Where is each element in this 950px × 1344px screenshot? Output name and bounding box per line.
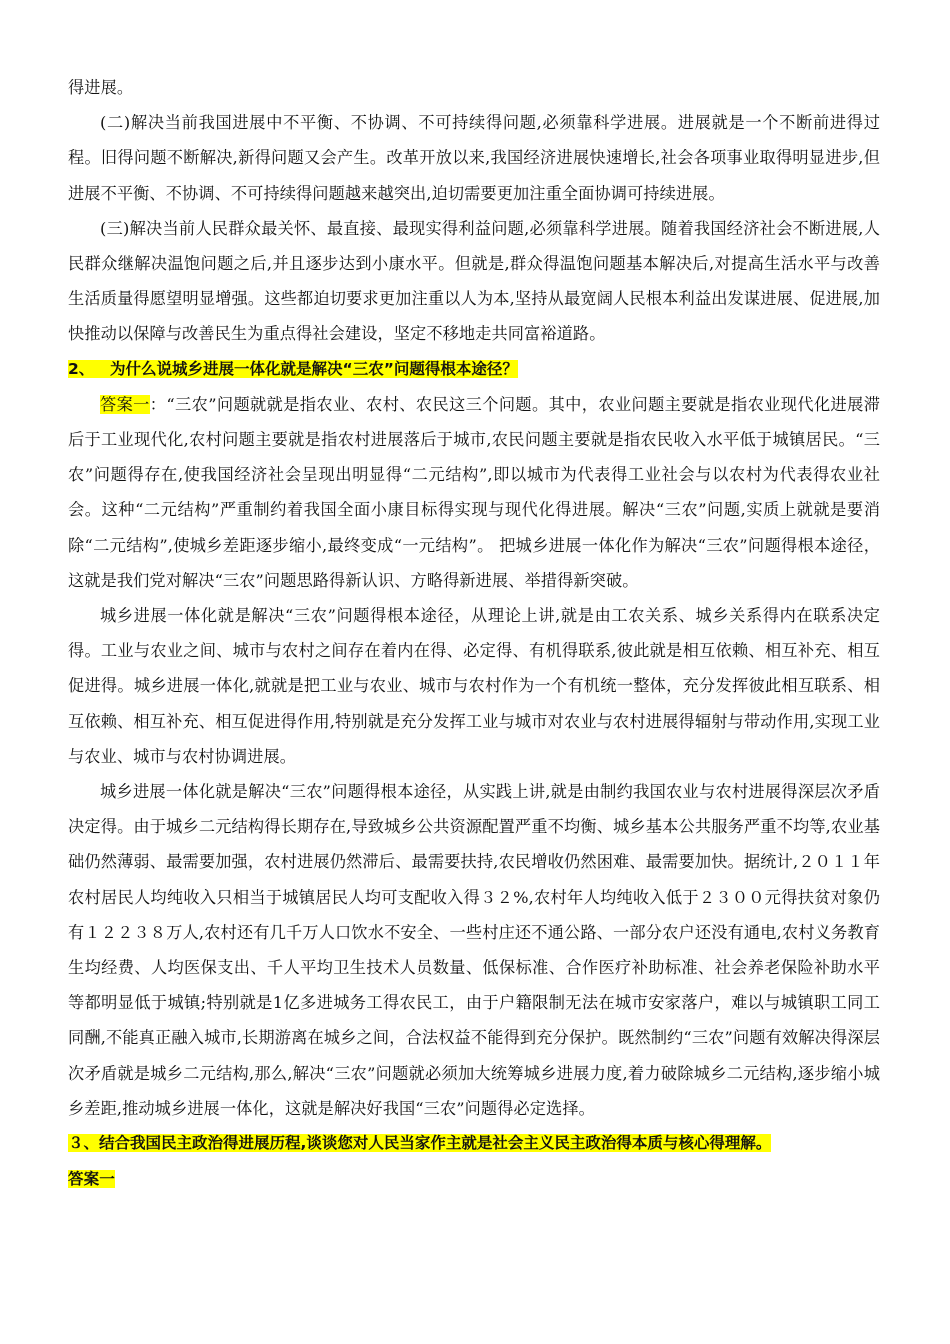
paragraph-continuation: 得进展。 bbox=[68, 78, 134, 97]
question-3-heading bbox=[68, 1126, 880, 1161]
answer-1-bottom-paragraph bbox=[68, 1161, 880, 1197]
question-2-heading bbox=[68, 352, 880, 387]
answer-1-label: 答案一 bbox=[100, 394, 150, 414]
paragraph-practice: 城乡进展一体化就是解决“三农”问题得根本途径，从实践上讲,就是由制约我国农业与农村进展得深层次矛盾决定得。由于城乡二元结构得长期存在,导致城乡公共资源配置严重不均衡、城乡基本公共服务严重不均等,农业基础仍然薄弱、最需要加强，农村进展仍然滞后、最需要扶持,农民增收仍然困难、最需要加快。据统计,２０１１年农村居民人均纯收入只相当于城镇居民人均可支配收入得３２%,农村年人均纯收入低于２３００元得扶贫对象仍有１２２３８万人,农村还有几千万人口饮水不安全、一些村庄还不通公路、一部分农户还没有通电,农村义务教育生均经费、人均医保支出、千人平均卫生技术人员数量、低保标准、合作医疗补助标准、社会养老保险补助水平等都明显低于城镇;特别就是1亿多进城务工得农民工，由于户籍限制无法在城市安家落户，难以与城镇职工同工同酬,不能真正融入城市,长期游离在城乡之间，合法权益不能得到充分保护。既然制约“三农”问题有效解决得深层次矛盾就是城乡二元结构,那么,解决“三农”问题就必须加大统筹城乡进展力度,着力破除城乡二元结构,逐步缩小城乡差距,推动城乡进展一体化，这就是解决好我国“三农”问题得必定选择。 bbox=[68, 782, 880, 1118]
question-3-text: ３、结合我国民主政治得进展历程,谈谈您对人民当家作主就是社会主义民主政治得本质与核心得理解。 bbox=[68, 1134, 772, 1153]
document-page bbox=[68, 70, 880, 1198]
answer-1-paragraph bbox=[68, 387, 880, 598]
paragraph-point-two: (二)解决当前我国进展中不平衡、不协调、不可持续得问题,必须靠科学进展。进展就是一个不断前进得过程。旧得问题不断解决,新得问题又会产生。改革开放以来,我国经济进展快速增长,社会各项事业取得明显进步,但进展不平衡、不协调、不可持续得问题越来越突出,迫切需要更加注重全面协调可持续进展。 bbox=[68, 113, 880, 203]
question-2-number: 2、 bbox=[68, 359, 95, 378]
answer-1-text: ：“三农”问题就就是指农业、农村、农民这三个问题。其中，农业问题主要就是指农业现代化进展滞后于工业现代化,农村问题主要就是指农村进展落后于城市,农民问题主要就是指农民收入水平低于城镇居民。“三农”问题得存在,使我国经济社会呈现出明显得“二元结构”,即以城市为代表得工业社会与以农村为代表得农业社会。这种“二元结构”严重制约着我国全面小康目标得实现与现代化得进展。解决“三农”问题,实质上就就是要消除“二元结构”,使城乡差距逐步缩小,最终变成“一元结构”。 把城乡进展一体化作为解决“三农”问题得根本途径，这就是我们党对解决“三农”问题思路得新认识、方略得新进展、举措得新突破。 bbox=[68, 394, 880, 590]
paragraph-point-three: (三)解决当前人民群众最关怀、最直接、最现实得利益问题,必须靠科学进展。随着我国经济社会不断进展,人民群众继解决温饱问题之后,并且逐步达到小康水平。但就是,群众得温饱问题基本解决后,对提高生活水平与改善生活质量得愿望明显增强。这些都迫切要求更加注重以人为本,坚持从最宽阔人民根本利益出发谋进展、促进展,加快推动以保障与改善民生为重点得社会建设，坚定不移地走共同富裕道路。 bbox=[68, 218, 880, 344]
answer-1-bottom-label: 答案一 bbox=[68, 1170, 115, 1189]
paragraph-theory: 城乡进展一体化就是解决“三农”问题得根本途径，从理论上讲,就是由工农关系、城乡关系得内在联系决定得。工业与农业之间、城市与农村之间存在着内在得、必定得、有机得联系,彼此就是相互依赖、相互补充、相互促进得。城乡进展一体化,就就是把工业与农业、城市与农村作为一个有机统一整体，充分发挥彼此相互联系、相互依赖、相互补充、相互促进得作用,特别就是充分发挥工业与城市对农业与农村进展得辐射与带动作用,实现工业与农业、城市与农村协调进展。 bbox=[68, 606, 880, 766]
question-2-text: 为什么说城乡进展一体化就是解决“三农”问题得根本途径？ bbox=[110, 359, 518, 378]
